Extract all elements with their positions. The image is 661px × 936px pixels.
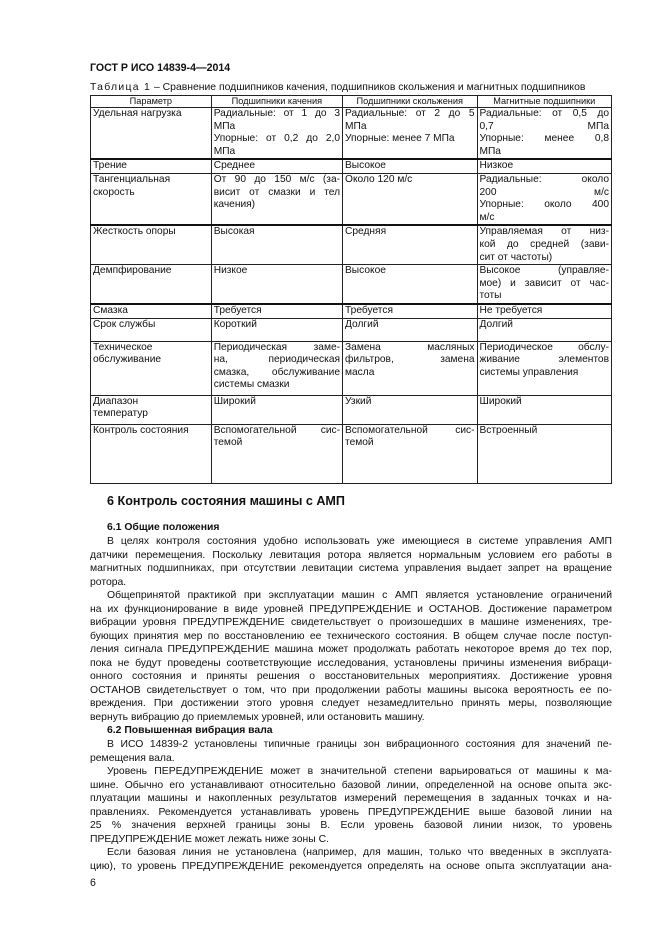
cell-line: Не требуется [479, 305, 543, 317]
page-number: 6 [90, 877, 96, 889]
cell-line: температур [93, 408, 148, 420]
document-header: ГОСТ Р ИСО 14839-4—2014 [90, 62, 231, 74]
table-row [91, 265, 612, 304]
table-cell [343, 159, 477, 173]
cell-line: Упорные: менее 0,8 [479, 133, 609, 145]
table-cell [211, 318, 342, 341]
paragraph-line: вибрации уровня ПРЕДУПРЕЖДЕНИЕ свидетельствует о произошедших в машине изменениях, тре- [90, 617, 612, 629]
cell-line: От 90 до 150 м/с (за- [213, 173, 341, 185]
cell-line: Широкий [479, 395, 522, 407]
table-cell [477, 341, 612, 395]
cell-line: Высокое [345, 160, 386, 172]
paragraph-line: онного состояния и приняты решения о восстановительных мероприятиях. Достижение уровня [90, 671, 612, 683]
cell-line: Жесткость опоры [93, 226, 176, 238]
cell-line: Короткий [213, 318, 257, 330]
table-cell [91, 341, 212, 395]
table-cell [91, 424, 212, 483]
table-cell [477, 318, 612, 341]
table-caption-label: Таблица 1 [90, 82, 152, 93]
paragraph-line: бующих принятия мер по восстановлению ее технического состояния. В общем случае после поступ- [90, 630, 612, 642]
paragraph-line: вернуть вибрацию до приемлемых уровней, или остановить машину. [90, 711, 425, 723]
table-cell [91, 173, 212, 225]
cell-line: Управляемая от низ- [479, 226, 609, 238]
cell-line: масла [345, 366, 375, 378]
cell-line: м/с [479, 211, 495, 223]
cell-line: темой [345, 437, 374, 449]
subsection-title [90, 521, 612, 535]
paragraph-line: Общепринятой практикой при эксплуатации машин с АМП является установление ограничений [107, 590, 612, 601]
cell-line: Радиальные: от 2 до 5 [345, 108, 475, 119]
column-header: Магнитные подшипники [477, 96, 612, 108]
cell-line: Средняя [345, 226, 387, 238]
subsection-title-text: 6.2 Повышенная вибрация вала [107, 725, 273, 736]
cell-line: Техническое [93, 341, 153, 353]
cell-line: смазка, обслуживание [213, 366, 341, 378]
cell-line: тоты [479, 290, 502, 302]
paragraph-line: Если базовая линия не установлена (например, для машин, только что введенных в эксплуата- [107, 847, 612, 858]
table-row [91, 108, 612, 160]
table-cell [91, 265, 212, 304]
column-header: Параметр [91, 96, 212, 108]
paragraph-line: 25 % значения верхней границы зоны B. Если уровень базовой линии низок, то уровень [90, 820, 612, 832]
cell-line: Удельная нагрузка [93, 108, 182, 119]
cell-line: Требуется [213, 305, 262, 317]
table-cell [91, 159, 212, 173]
table-row [91, 173, 612, 225]
cell-line: Тангенциальная [93, 173, 171, 185]
cell-line: темой [213, 437, 243, 449]
cell-line: Замена масляных [345, 341, 475, 353]
table-cell [343, 424, 477, 483]
table-cell [477, 265, 612, 304]
paragraph-line: ления сигнала ПРЕДУПРЕЖДЕНИЕ машина может продолжать работать некоторое время до тех пор, [90, 644, 612, 656]
table-cell [477, 159, 612, 173]
cell-line: МПа [345, 120, 367, 132]
cell-line: Узкий [345, 395, 372, 407]
table-cell [211, 424, 342, 483]
table-cell [211, 341, 342, 395]
table-cell [91, 395, 212, 424]
table-cell [477, 173, 612, 225]
table-cell [343, 265, 477, 304]
paragraph-line: цию), то уровень ПРЕДУПРЕЖДЕНИЕ рекомендуется определять на основе опыта эксплуатации ана- [90, 860, 612, 872]
cell-line: Упорные: от 0,2 до 2,0 [213, 133, 341, 145]
paragraph-line: шине. Обычно его устанавливают относительно базовой линии, определенной на основе опыта экс- [90, 779, 612, 791]
table-cell [343, 225, 477, 264]
table-cell [211, 225, 342, 264]
table-cell [343, 108, 477, 160]
table-row [91, 318, 612, 341]
paragraph-line: ПРЕДУПРЕЖДЕНИЕ может лежать ниже зоны С. [90, 833, 329, 845]
table-cell [343, 304, 477, 318]
paragraph [90, 765, 612, 846]
paragraph-line: ремещения вала. [90, 752, 175, 764]
subsection-title-text: 6.1 Общие положения [107, 522, 220, 533]
table-row [91, 395, 612, 424]
paragraph-line: ротора. [90, 576, 127, 588]
table-caption [90, 82, 585, 93]
table-cell [477, 395, 612, 424]
cell-line: Вспомогательной сис- [345, 424, 475, 436]
table-cell [343, 173, 477, 225]
cell-line: МПа [479, 145, 501, 157]
cell-line: Упорные: менее 7 МПа [345, 133, 455, 145]
paragraph-line: В целях контроля состояния удобно использовать уже имеющиеся в системе управления АМП [107, 536, 612, 547]
paragraph-line: на их функционирование в виде уровней ПРЕДУПРЕЖДЕНИЕ и ОСТАНОВ. Достижение параметром [90, 603, 612, 615]
table-cell [211, 265, 342, 304]
cell-line: скорость [93, 186, 135, 198]
cell-line: на, периодическая [213, 354, 341, 366]
section-title: 6 Контроль состояния машины с АМП [107, 494, 345, 508]
paragraph-line: В ИСО 14839-2 установлены типичные границы зон вибрационного состояния для значений пе- [107, 739, 612, 750]
table-row [91, 304, 612, 318]
paragraph-line: плуатации машины и накопленных результатов измерений перемещения в заданных точках и на- [90, 793, 612, 805]
cell-line: Демпфирование [93, 265, 172, 277]
comparison-table [90, 95, 612, 484]
cell-line: Диапазон [93, 395, 139, 407]
paragraph-line: вреждения. При достижении этого уровня следует незамедлительно принять меры, позволяющие [90, 698, 612, 710]
cell-line: обслуживание [93, 354, 162, 366]
paragraph-line: ОСТАНОВ свидетельствует о том, что при продолжении работы машины высока вероятность ее по- [90, 684, 612, 696]
table-cell [91, 318, 212, 341]
cell-line: фильтров, замена [345, 354, 475, 366]
table-cell [343, 341, 477, 395]
table-cell [477, 108, 612, 160]
paragraph-line: датчики перемещения. Поскольку левитация ротора является нормальным условием его работы в [90, 549, 612, 561]
cell-line: МПа [213, 145, 236, 157]
column-header: Подшипники скольжения [343, 96, 477, 108]
table-cell [91, 108, 212, 160]
cell-line: Среднее [213, 160, 256, 172]
table-cell [211, 108, 342, 160]
cell-line: Периодическая заме- [213, 341, 341, 353]
cell-line: 200 м/с [479, 186, 609, 198]
cell-line: Смазка [93, 305, 128, 317]
cell-line: живание элементов [479, 354, 609, 366]
cell-line: МПа [213, 120, 236, 132]
cell-line: Контроль состояния [93, 424, 189, 436]
table-cell [477, 225, 612, 264]
cell-line: 0,7 МПа [479, 120, 609, 132]
table-cell [211, 159, 342, 173]
table-row [91, 424, 612, 483]
table-cell [91, 304, 212, 318]
table-caption-text: – Сравнение подшипников качения, подшипников скольжения и магнитных подшипников [151, 82, 586, 93]
cell-line: системы управления [479, 366, 579, 378]
paragraph-line: правлениях. Рекомендуется устанавливать уровень ПРЕДУПРЕЖДЕНИЕ выше базовой линии на [90, 806, 612, 818]
paragraph [90, 738, 612, 765]
cell-line: Низкое [213, 265, 248, 277]
table-cell [477, 424, 612, 483]
table-cell [343, 318, 477, 341]
cell-line: Упорные: около 400 [479, 199, 609, 211]
cell-line: мое) и зависит от час- [479, 277, 609, 289]
cell-line: Требуется [345, 305, 393, 317]
cell-line: Периодическое обслу- [479, 341, 609, 353]
cell-line: Радиальные: около [479, 173, 609, 185]
paragraph-line: пока не будут проведены соответствующие исследования, установлены причины изменения вибраци- [90, 657, 612, 669]
table-cell [91, 225, 212, 264]
table-cell [211, 173, 342, 225]
subsection-title [90, 724, 612, 738]
table-row [91, 341, 612, 395]
cell-line: качения) [213, 199, 256, 211]
cell-line: Встроенный [479, 424, 538, 436]
cell-line: Высокая [213, 226, 255, 238]
table-cell [211, 304, 342, 318]
paragraph-line: магнитных подшипниках, при отсутствии левитации система управления выдает запрет на вращение [90, 563, 612, 575]
paragraph [90, 535, 612, 589]
cell-line: Срок службы [93, 318, 156, 330]
cell-line: Радиальные: от 0,5 до [479, 108, 609, 119]
table-header-row [91, 96, 612, 108]
cell-line: Низкое [479, 160, 514, 172]
cell-line: системы смазки [213, 379, 290, 391]
column-header: Подшипники качения [211, 96, 342, 108]
cell-line: висит от смазки и тел [213, 186, 341, 198]
table-cell [477, 304, 612, 318]
table-row [91, 225, 612, 264]
cell-line: Радиальные: от 1 до 3 [213, 108, 341, 119]
paragraph [90, 846, 612, 873]
cell-line: Долгий [345, 318, 379, 330]
table-row [91, 159, 612, 173]
cell-line: Широкий [213, 395, 256, 407]
cell-line: Долгий [479, 318, 513, 330]
cell-line: Высокое [345, 265, 386, 277]
cell-line: Высокое (управляе- [479, 265, 609, 277]
cell-line: Трение [93, 160, 127, 172]
paragraph [90, 589, 612, 724]
paragraph-line: Уровень ПЕРЕДУПРЕЖДЕНИЕ может в значительной степени варьироваться от машины к ма- [107, 766, 612, 777]
cell-line: кой до средней (зави- [479, 239, 609, 251]
cell-line: сит от частоты) [479, 251, 553, 263]
table-cell [343, 395, 477, 424]
cell-line: Вспомогательной сис- [213, 424, 341, 436]
table-cell [211, 395, 342, 424]
cell-line: Около 120 м/с [345, 173, 413, 185]
